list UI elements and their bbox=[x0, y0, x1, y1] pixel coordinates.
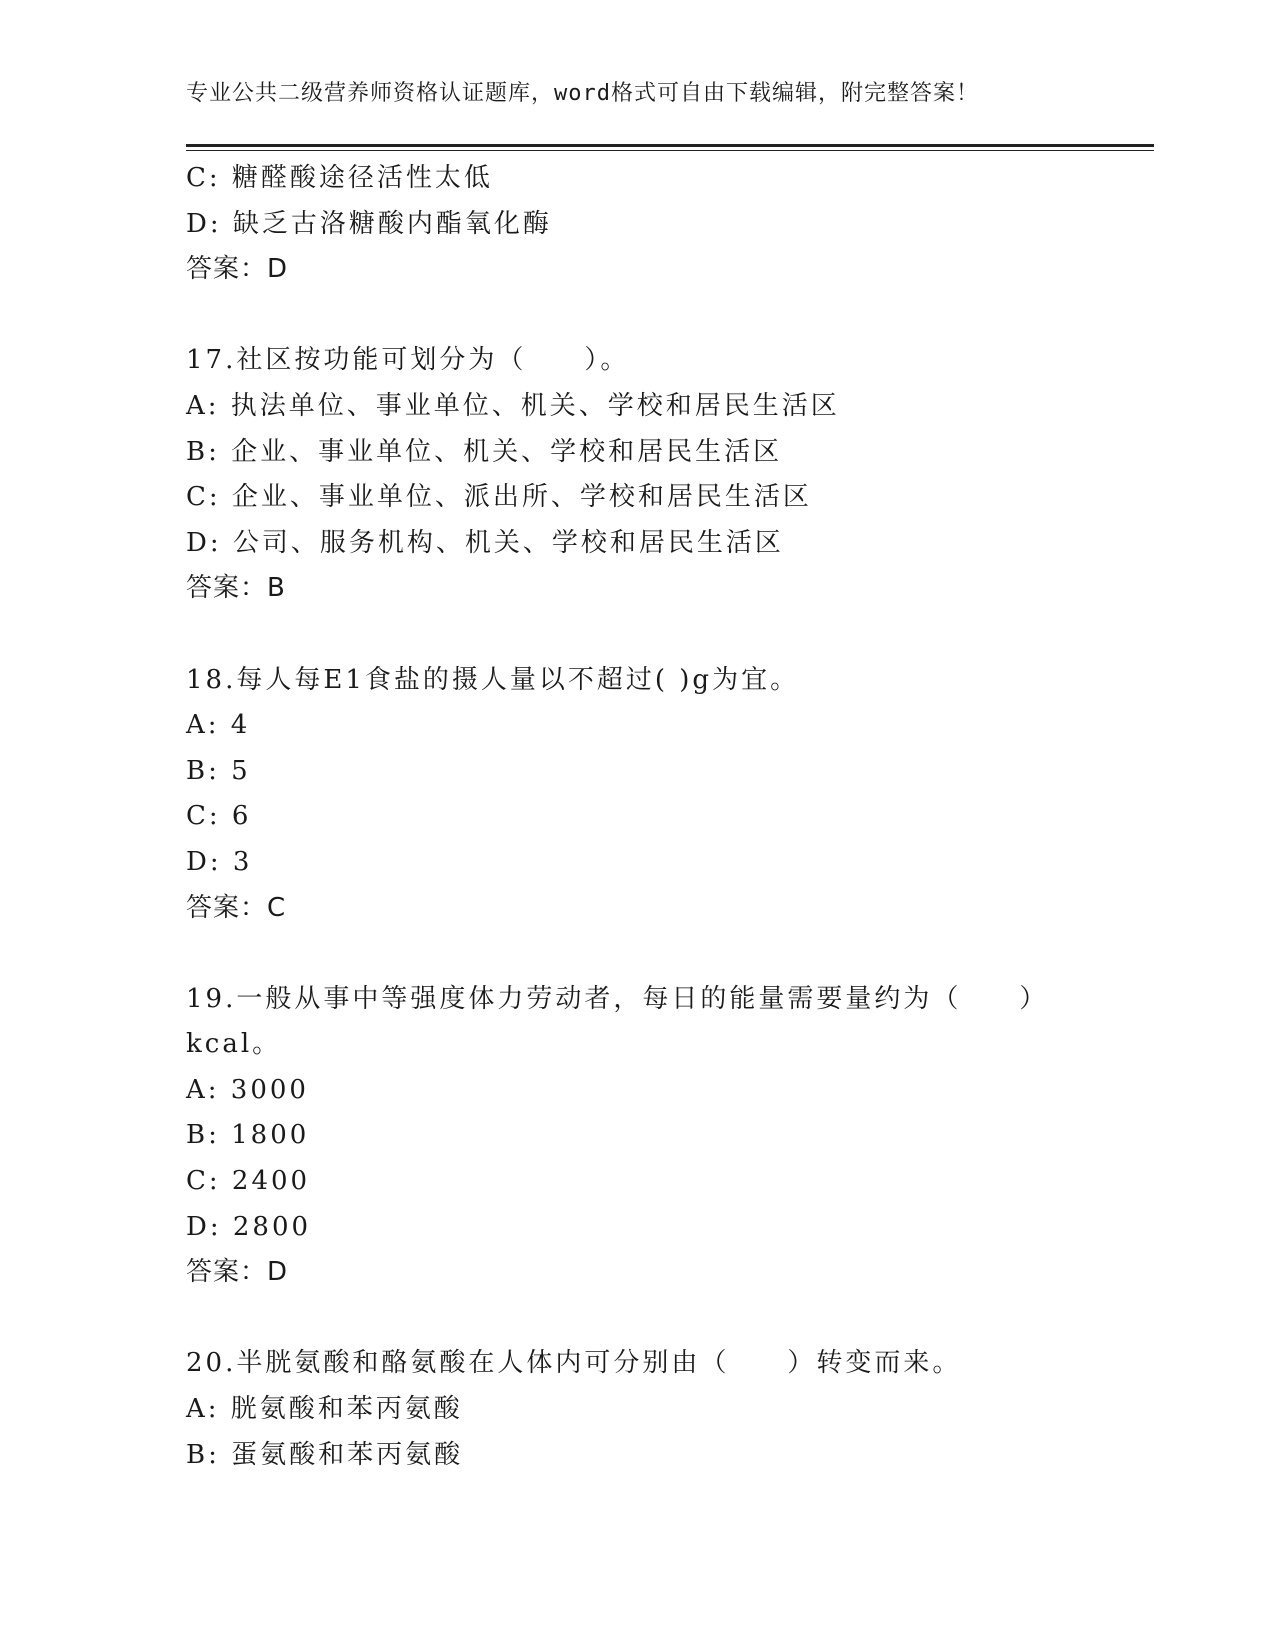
question-stem: 18.每人每E1食盐的摄人量以不超过( )g为宜。 bbox=[186, 664, 800, 695]
answer-line: 答案：B bbox=[186, 573, 286, 604]
option-line: D: 3 bbox=[186, 846, 253, 877]
question-stem-continued: kcal。 bbox=[186, 1029, 282, 1060]
option-line: A: 4 bbox=[186, 710, 251, 741]
question-content bbox=[186, 156, 1154, 1478]
option-line: C: 企业、事业单位、派出所、学校和居民生活区 bbox=[186, 482, 812, 513]
option-line: D: 缺乏古洛糖酸内酯氧化酶 bbox=[186, 208, 552, 239]
option-line: D: 2800 bbox=[186, 1211, 312, 1242]
option-line: B: 1800 bbox=[186, 1120, 310, 1151]
option-line: C: 2400 bbox=[186, 1166, 311, 1197]
option-line: B: 蛋氨酸和苯丙氨酸 bbox=[186, 1439, 464, 1470]
option-line: D: 公司、服务机构、机关、学校和居民生活区 bbox=[186, 527, 784, 558]
question-stem: 20.半胱氨酸和酪氨酸在人体内可分别由（ ）转变而来。 bbox=[186, 1348, 962, 1379]
option-line: C: 糖醛酸途径活性太低 bbox=[186, 163, 493, 193]
header-rule-thin bbox=[186, 150, 1154, 151]
spacer bbox=[186, 931, 1154, 977]
option-line: A: 胱氨酸和苯丙氨酸 bbox=[186, 1394, 463, 1425]
header-rule-thick bbox=[186, 144, 1154, 147]
option-line: B: 企业、事业单位、机关、学校和居民生活区 bbox=[186, 436, 783, 467]
option-line: A: 执法单位、事业单位、机关、学校和居民生活区 bbox=[186, 390, 840, 421]
page-header: 专业公共二级营养师资格认证题库，word格式可自由下载编辑，附完整答案！ bbox=[186, 81, 979, 106]
answer-line: 答案：D bbox=[186, 1257, 289, 1288]
question-stem: 19.一般从事中等强度体力劳动者，每日的能量需要量约为（ ） bbox=[186, 983, 1049, 1014]
option-line: C: 6 bbox=[186, 801, 252, 832]
option-line: A: 3000 bbox=[186, 1074, 309, 1105]
spacer bbox=[186, 612, 1154, 658]
option-line: B: 5 bbox=[186, 755, 251, 786]
answer-line: 答案：D bbox=[186, 254, 289, 285]
question-stem: 17.社区按功能可划分为（ ）。 bbox=[186, 345, 630, 376]
spacer bbox=[186, 293, 1154, 339]
spacer bbox=[186, 1296, 1154, 1342]
answer-line: 答案：C bbox=[186, 892, 287, 923]
